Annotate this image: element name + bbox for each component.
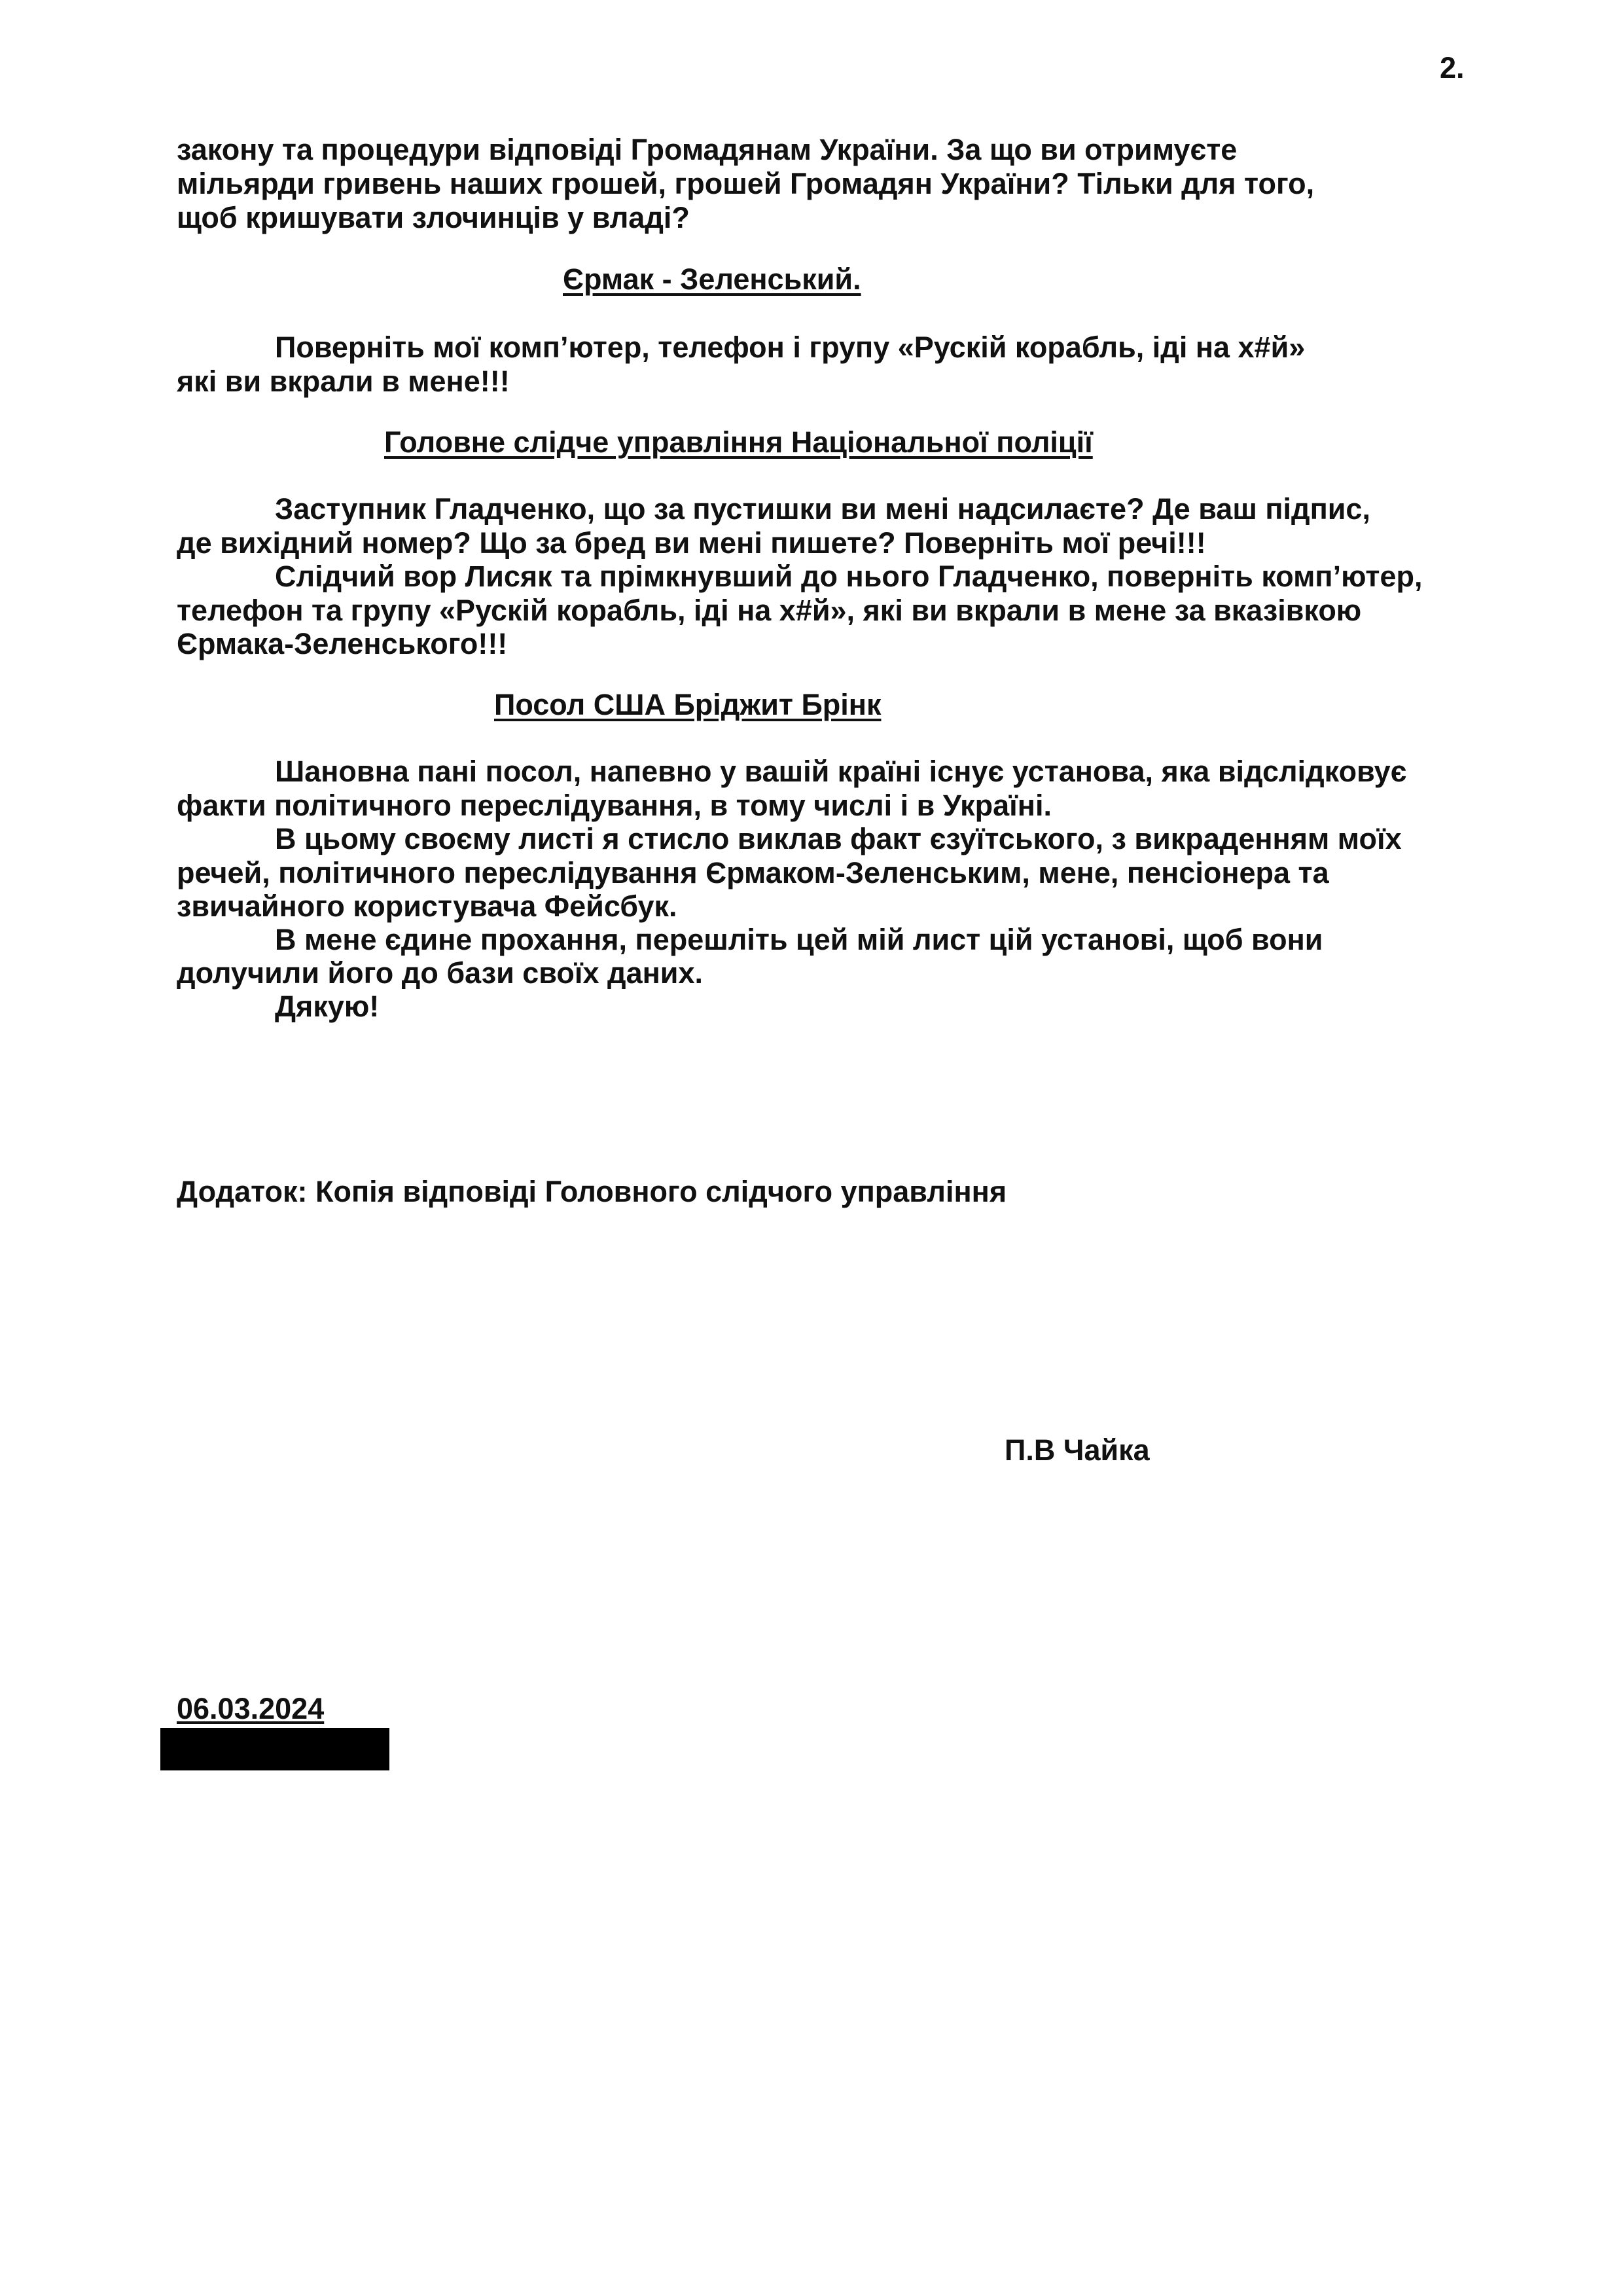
section-heading-ambassador: Посол США Бріджит Брінк <box>494 688 882 721</box>
section-3-line-5: звичайного користувача Фейсбук. <box>177 889 677 923</box>
section-2-line-5: Єрмака-Зеленського!!! <box>177 627 508 660</box>
intro-line-1: закону та процедури відповіді Громадянам України. За що ви отримуєте <box>177 133 1238 166</box>
intro-line-3: щоб кришувати злочинців у владі? <box>177 201 690 234</box>
section-3-line-1: Шановна пані посол, напевно у вашій країні існує установа, яка відслідковує <box>275 755 1407 788</box>
section-3-line-4: речей, політичного переслідування Єрмаком-Зеленським, мене, пенсіонера та <box>177 856 1329 889</box>
document-date: 06.03.2024 <box>177 1692 325 1725</box>
section-3-line-6: В мене єдине прохання, перешліть цей мій лист цій установі, щоб вони <box>275 923 1323 956</box>
redaction-bar <box>160 1728 389 1770</box>
section-heading-yermak: Єрмак - Зеленський. <box>563 262 861 296</box>
section-2-line-3: Слідчий вор Лисяк та прімкнувший до нього Гладченко, поверніть комп’ютер, <box>275 560 1423 593</box>
section-2-line-1: Заступник Гладченко, що за пустишки ви мені надсилаєте? Де ваш підпис, <box>275 492 1370 526</box>
section-3-line-8: Дякую! <box>275 990 380 1023</box>
section-3-line-7: долучили його до бази своїх даних. <box>177 956 703 990</box>
page-number: 2. <box>1440 51 1465 84</box>
section-1-line-1: Поверніть мої комп’ютер, телефон і групу «Рускій корабль, іді на х#й» <box>275 331 1306 364</box>
signature-name: П.В Чайка <box>1005 1433 1150 1467</box>
attachment-note: Додаток: Копія відповіді Головного слідчого управління <box>177 1175 1007 1208</box>
section-3-line-3: В цьому своєму листі я стисло виклав факт єзуїтського, з викраденням моїх <box>275 822 1402 855</box>
section-3-line-2: факти політичного переслідування, в тому числі і в Україні. <box>177 789 1052 822</box>
intro-line-2: мільярди гривень наших грошей, грошей Громадян України? Тільки для того, <box>177 167 1315 200</box>
section-heading-police: Головне слідче управління Національної поліції <box>384 425 1093 459</box>
section-2-line-4: телефон та групу «Рускій корабль, іді на х#й», які ви вкрали в мене за вказівкою <box>177 594 1362 627</box>
section-1-line-2: які ви вкрали в мене!!! <box>177 365 510 398</box>
section-2-line-2: де вихідний номер? Що за бред ви мені пишете? Поверніть мої речі!!! <box>177 526 1206 560</box>
